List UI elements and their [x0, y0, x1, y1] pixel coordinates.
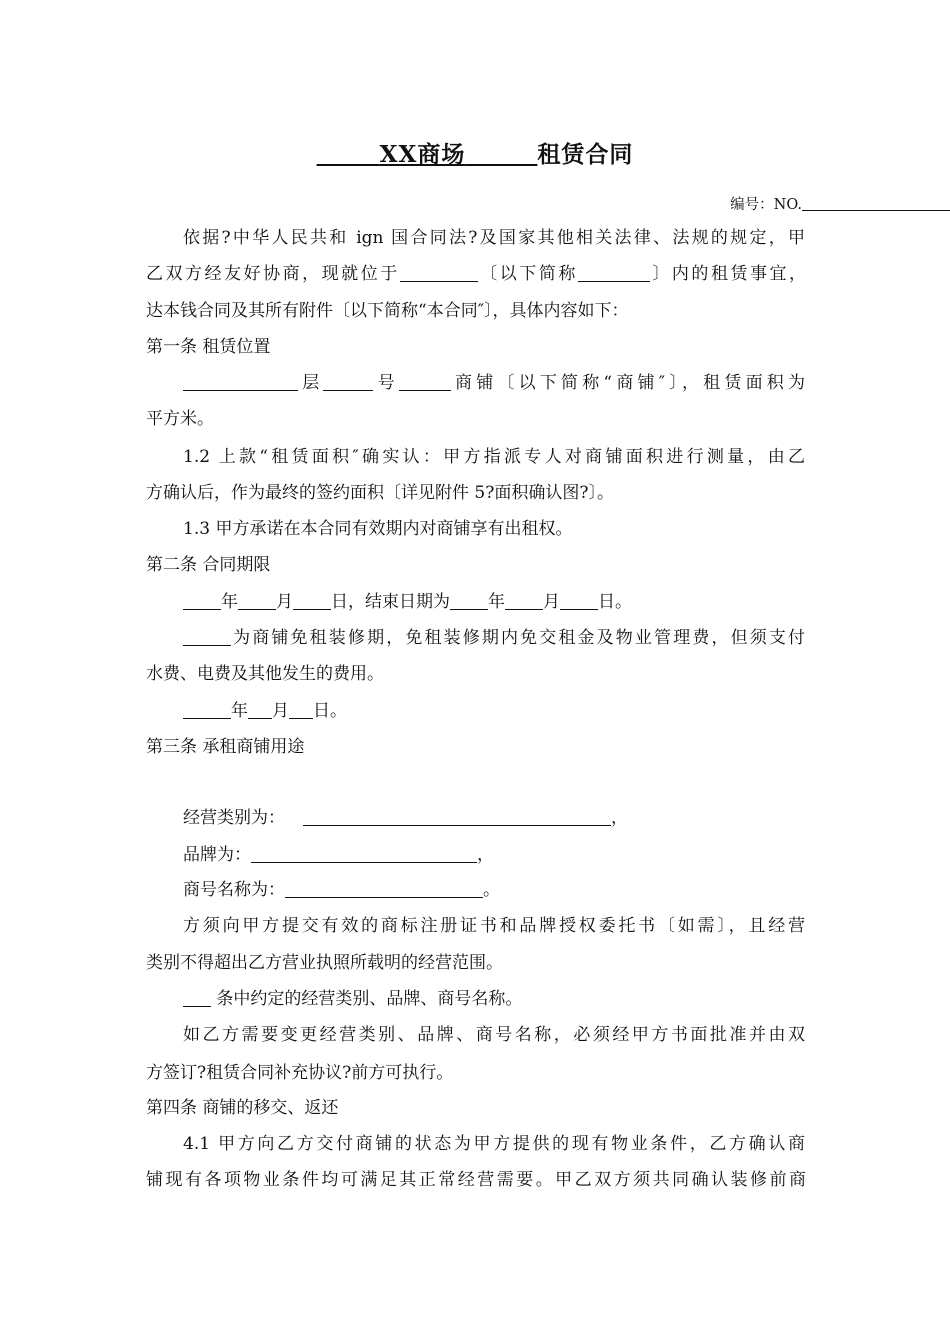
article-3-para-5: 方签订?租赁合同补充协议?前方可执行。 — [146, 1063, 454, 1083]
text: 年 — [221, 592, 238, 612]
intro-line-2 — [146, 262, 806, 286]
title-suffix: 租赁合同 — [537, 141, 634, 168]
brand-blank — [251, 845, 477, 863]
month-blank — [248, 701, 272, 719]
article-2-date-line — [183, 590, 805, 614]
text: 号 — [373, 373, 399, 393]
day-blank — [289, 701, 313, 719]
clause-4-1-line-1: 4.1 甲方向乙方交付商铺的状态为甲方提供的现有物业条件，乙方确认商 — [183, 1134, 805, 1154]
article-4-heading: 第四条 商铺的移交、返还 — [146, 1098, 339, 1118]
text: 年 — [231, 701, 248, 721]
trade-name-line — [183, 878, 805, 902]
trade-name-blank — [285, 880, 483, 898]
trade-name-label: 商号名称为： — [183, 880, 285, 900]
day-blank — [560, 592, 598, 610]
category-label: 经营类别为： — [183, 808, 285, 828]
article-3-para-3 — [183, 987, 805, 1011]
text: 年 — [488, 592, 505, 612]
intro-line-1: 依据?中华人民共和 ign 国合同法?及国家其他相关法律、法规的规定，甲 — [183, 228, 805, 248]
article-1-heading: 第一条 租赁位置 — [146, 337, 271, 357]
shop-blank — [399, 373, 451, 391]
serial-number — [730, 193, 950, 214]
text: ， — [477, 845, 494, 865]
brand-line — [183, 843, 805, 867]
brand-label: 品牌为： — [183, 845, 251, 865]
location-blank — [400, 264, 478, 282]
floor-blank — [183, 373, 298, 391]
clause-1-3: 1.3 甲方承诺在本合同有效期内对商铺享有出租权。 — [183, 519, 573, 539]
text: 日。 — [313, 701, 347, 721]
title-prefix: XX商场 — [379, 141, 466, 168]
short-name-blank — [578, 264, 650, 282]
article-2-line-3: 水费、电费及其他发生的费用。 — [146, 664, 384, 684]
serial-blank — [802, 196, 950, 211]
article-3-heading: 第三条 承租商铺用途 — [146, 737, 305, 757]
article-3-para-4: 如乙方需要变更经营类别、品牌、商号名称，必须经甲方书面批准并由双 — [183, 1025, 805, 1045]
clause-blank — [183, 989, 211, 1007]
clause-4-1-line-2: 铺现有各项物业条件均可满足其正常经营需要。甲乙双方须共同确认装修前商 — [146, 1170, 806, 1190]
article-1-line-2: 平方米。 — [146, 409, 214, 429]
category-line — [183, 806, 805, 830]
text: 月 — [543, 592, 560, 612]
intro-text: 乙双方经友好协商，现就位于 — [146, 264, 400, 284]
text: 为商铺免租装修期，免租装修期内免交租金及物业管理费，但须支付 — [231, 628, 805, 648]
day-blank — [293, 592, 331, 610]
text: 层 — [298, 373, 324, 393]
text: 月 — [272, 701, 289, 721]
article-2-line-2 — [183, 626, 805, 650]
serial-label: 编号：NO. — [730, 197, 802, 213]
text: 商铺〔以下简称“商铺″〕，租赁面积为 — [450, 373, 805, 393]
period-blank — [183, 628, 231, 646]
article-2-heading: 第二条 合同期限 — [146, 555, 271, 575]
category-blank — [303, 808, 611, 826]
month-blank — [238, 592, 276, 610]
text: 日。 — [598, 592, 632, 612]
text: 。 — [483, 880, 500, 900]
year-blank — [183, 701, 231, 719]
text: 月 — [276, 592, 293, 612]
year-blank — [183, 592, 221, 610]
text: 日，结束日期为 — [331, 592, 450, 612]
clause-1-2-line-2: 方确认后，作为最终的签约面积〔详见附件 5?面积确认图?〕。 — [146, 483, 614, 503]
clause-1-2-line-1: 1.2 上款“租赁面积″确实认：甲方指派专人对商铺面积进行测量，由乙 — [183, 447, 805, 467]
intro-text: 〔以下简称 — [477, 264, 578, 284]
article-3-para-2: 类别不得超出乙方营业执照所载明的经营范围。 — [146, 953, 503, 973]
number-blank — [323, 373, 373, 391]
month-blank — [505, 592, 543, 610]
title-underlined-part — [317, 141, 538, 168]
article-1-line-1 — [183, 371, 805, 395]
text: 条中约定的经营类别、品牌、商号名称。 — [216, 989, 523, 1009]
article-2-line-4 — [183, 699, 805, 723]
document-title — [0, 136, 950, 169]
article-3-para-1: 方须向甲方提交有效的商标注册证书和品牌授权委托书〔如需〕，且经营 — [183, 916, 805, 936]
text: ， — [611, 808, 628, 828]
year-blank — [450, 592, 488, 610]
intro-line-3: 达本钱合同及其所有附件〔以下简称“本合同″〕，具体内容如下： — [146, 301, 629, 321]
intro-text: 〕内的租赁事宜， — [649, 264, 807, 284]
